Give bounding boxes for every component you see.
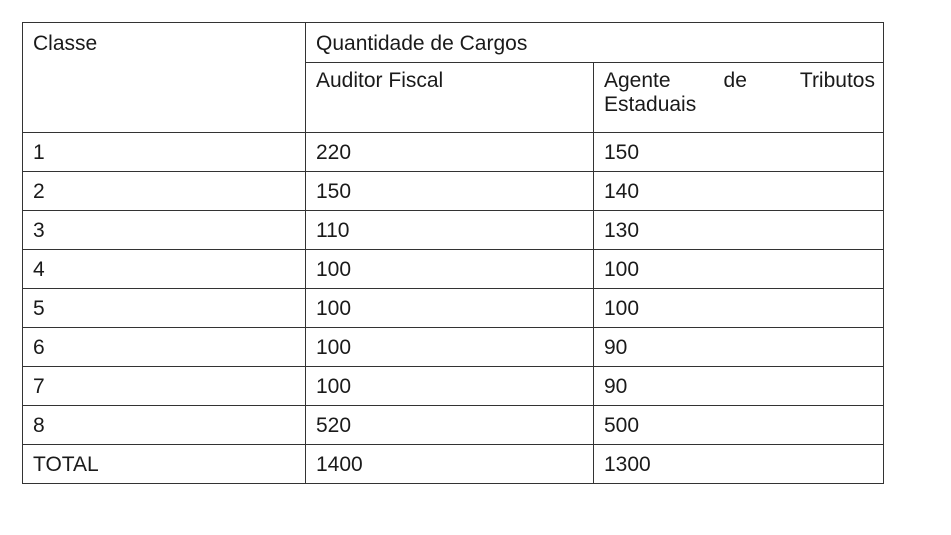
cell-agente: 90 [594,328,884,367]
cell-classe: 4 [23,250,306,289]
cell-auditor: 100 [306,328,594,367]
cell-auditor: 520 [306,406,594,445]
table-row [23,289,884,328]
table-row [23,250,884,289]
header-agente-line-2: Estaduais [604,93,697,116]
table-row [23,211,884,250]
cell-classe: 7 [23,367,306,406]
header-agente-word: Tributos [799,69,875,92]
cell-agente: 90 [594,367,884,406]
cell-classe: 5 [23,289,306,328]
cell-classe: 2 [23,172,306,211]
cell-classe: 8 [23,406,306,445]
table-row [23,406,884,445]
header-agente-de-tributos-estaduais [594,63,884,133]
table-container [22,22,884,484]
total-row [23,445,884,484]
header-classe: Classe [23,23,306,133]
cell-agente: 100 [594,289,884,328]
cargos-table [22,22,884,484]
cell-auditor: 150 [306,172,594,211]
cell-auditor: 100 [306,250,594,289]
header-agente-line-1 [604,69,875,93]
cell-classe: 3 [23,211,306,250]
header-quantidade-de-cargos: Quantidade de Cargos [306,23,884,63]
table-row [23,133,884,172]
cell-agente: 500 [594,406,884,445]
header-agente-word: de [723,69,747,92]
cell-agente: 140 [594,172,884,211]
cell-classe: 6 [23,328,306,367]
header-row-1 [23,23,884,63]
cell-agente: 100 [594,250,884,289]
cell-auditor: 110 [306,211,594,250]
cell-classe: 1 [23,133,306,172]
cell-auditor: 100 [306,367,594,406]
cell-auditor: 100 [306,289,594,328]
cell-agente: 150 [594,133,884,172]
header-auditor-fiscal: Auditor Fiscal [306,63,594,133]
cell-agente: 130 [594,211,884,250]
header-agente-word: Agente [604,69,671,92]
table-row [23,328,884,367]
cell-classe-total: TOTAL [23,445,306,484]
cell-agente-total: 1300 [594,445,884,484]
table-row [23,367,884,406]
table-row [23,172,884,211]
cell-auditor: 220 [306,133,594,172]
cell-auditor-total: 1400 [306,445,594,484]
